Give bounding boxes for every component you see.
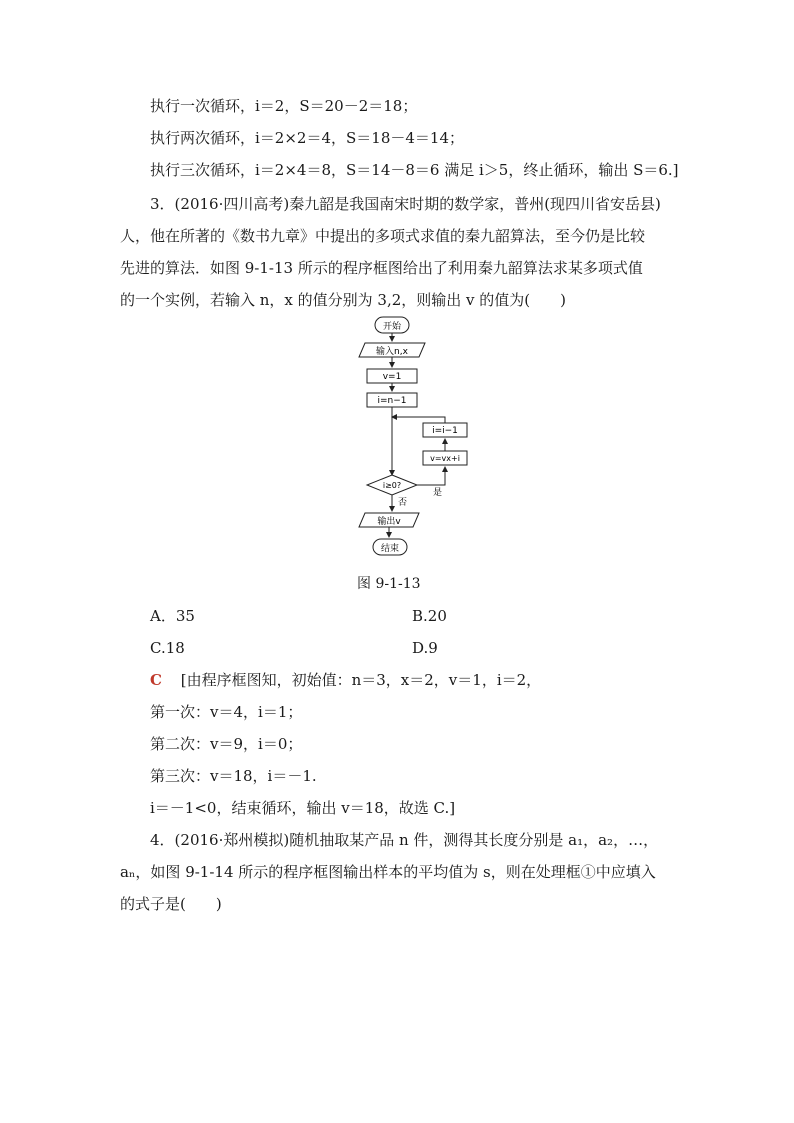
update-v-label: v=vx+i [430,454,460,463]
no-label: 否 [398,498,408,508]
figure-caption: 图 9-1-13 [357,576,421,592]
q4-stem-line-2: aₙ，如图 9-1-14 所示的程序框图输出样本的平均值为 s，则在处理框①中应填入 [120,863,656,881]
init-v-label: v=1 [382,372,402,382]
q3-stem-line-1: 3．(2016·四川高考)秦九韶是我国南宋时期的数学家，普州(现四川省安岳县) [150,195,661,213]
init-i-label: i=n−1 [377,396,407,406]
output-label: 输出v [377,517,401,527]
q3-stem-line-3: 先进的算法．如图 9-1-13 所示的程序框图给出了利用秦九韶算法求某多项式值 [120,259,643,277]
option-d: D.9 [412,639,438,657]
q3-stem-line-4: 的一个实例，若输入 n，x 的值分别为 3,2，则输出 v 的值为( ) [120,291,566,309]
q3-stem-line-2: 人，他在所著的《数书九章》中提出的多项式求值的秦九韶算法，至今仍是比较 [120,227,646,245]
end-label: 结束 [380,544,400,554]
solution-line-5: i＝－1<0，结束循环，输出 v＝18，故选 C.] [150,799,456,817]
dec-i-label: i=i−1 [432,426,458,436]
start-label: 开始 [382,322,402,332]
input-label: 输入n,x [376,347,408,357]
solution-line-1 [150,670,541,690]
option-b: B.20 [412,607,447,625]
prev-solution-line-1: 执行一次循环，i＝2，S＝20－2＝18； [150,97,418,115]
yes-label: 是 [433,488,443,498]
prev-solution-line-3: 执行三次循环，i＝2×4＝8，S＝14－8＝6 满足 i＞5，终止循环，输出 S＝6.] [150,161,679,179]
flowchart [355,315,495,565]
option-a: A．35 [150,607,195,625]
solution-text-1: [由程序框图知，初始值：n＝3，x＝2，v＝1，i＝2， [180,671,542,689]
prev-solution-line-2: 执行两次循环，i＝2×2＝4，S＝18－4＝14； [150,129,464,147]
answer-letter: C [150,671,162,689]
solution-line-2: 第一次：v＝4，i＝1； [150,703,303,721]
solution-line-4: 第三次：v＝18，i＝－1. [150,767,317,785]
solution-line-3: 第二次：v＝9，i＝0； [150,735,303,753]
q4-stem-line-3: 的式子是( ) [120,895,222,913]
q4-stem-line-1: 4．(2016·郑州模拟)随机抽取某产品 n 件，测得其长度分别是 a₁，a₂，…， [150,831,659,849]
condition-label: i≥0? [382,481,402,490]
option-c: C.18 [150,639,185,657]
